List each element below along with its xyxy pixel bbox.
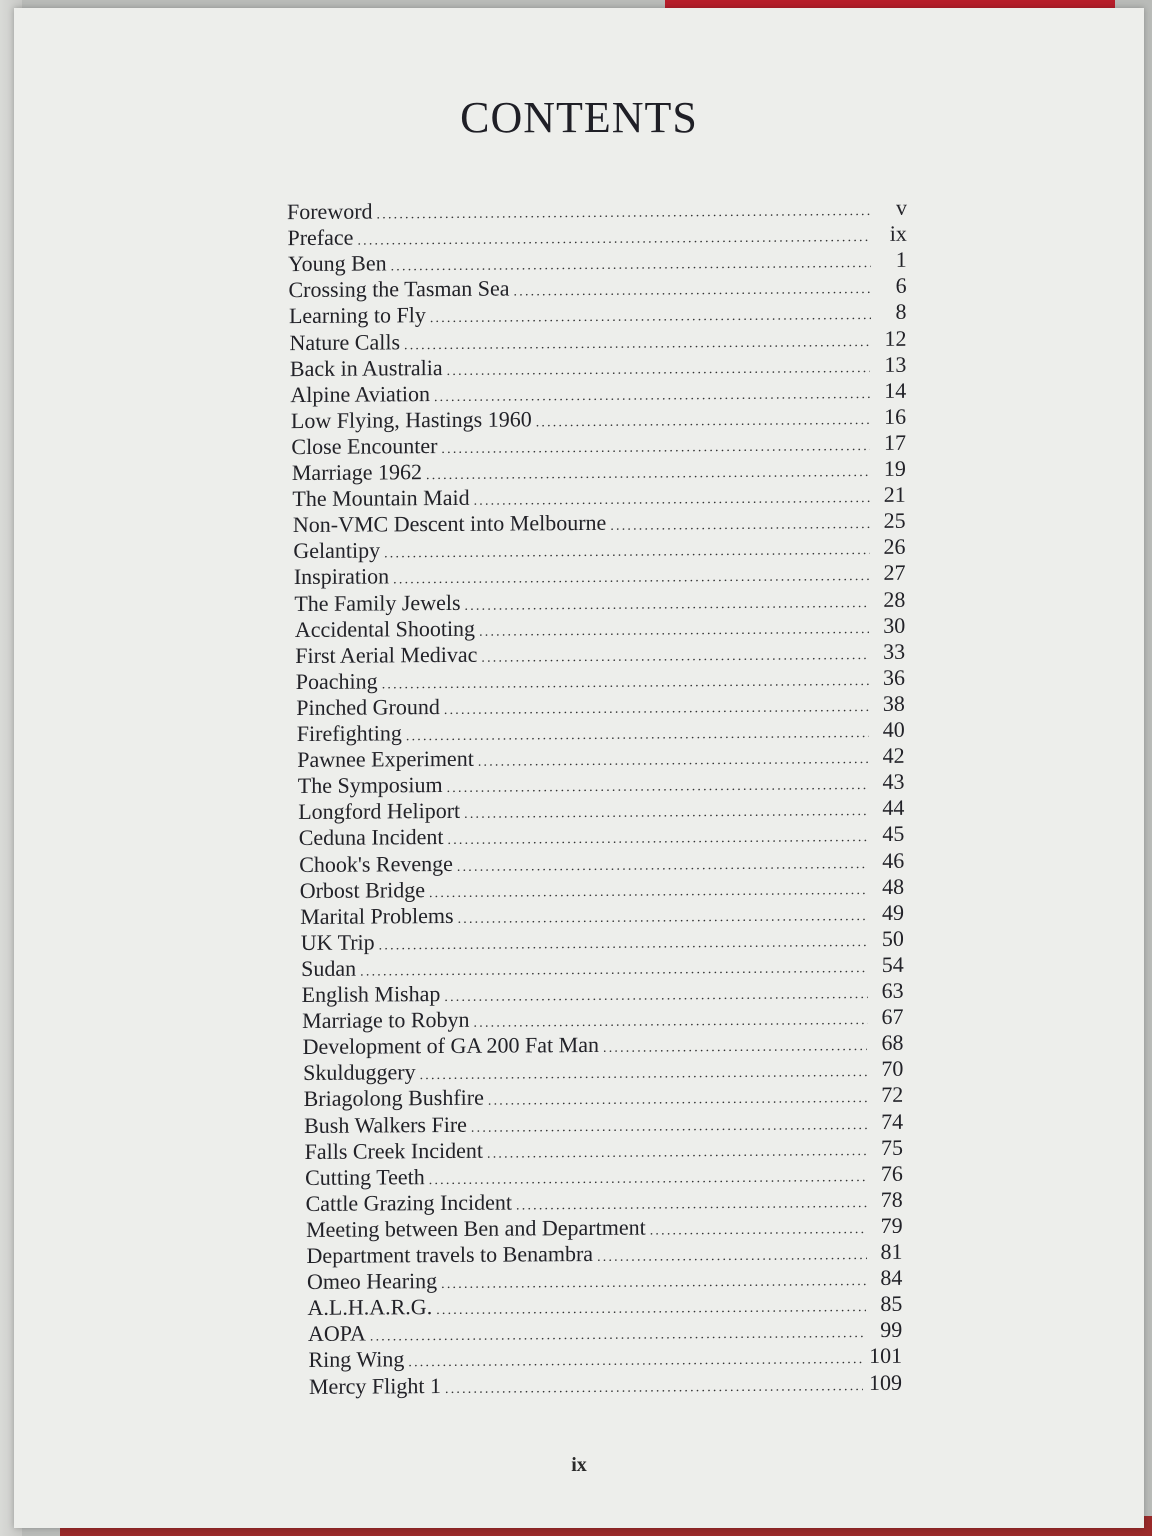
toc-entry-page: 26 [883, 534, 906, 560]
toc-entry-page: 63 [881, 977, 904, 1003]
toc-entry-title: The Symposium [297, 772, 443, 799]
toc-entry-title: Cattle Grazing Incident [305, 1189, 513, 1216]
toc-entry-page: 16 [884, 403, 907, 429]
toc-entry-page: 8 [895, 299, 907, 325]
toc-entry-page: 76 [880, 1160, 903, 1186]
toc-entry-title: Ring Wing [308, 1346, 405, 1373]
toc-entry-page: 44 [882, 795, 905, 821]
toc-entry-page: 49 [881, 899, 904, 925]
toc-entry-title: Non-VMC Descent into Melbourne [292, 510, 607, 538]
toc-entry-page: 28 [883, 586, 906, 612]
table-of-contents [14, 192, 1144, 1430]
toc-entry-title: Sudan [301, 955, 357, 981]
toc-entry-page: 85 [880, 1290, 903, 1317]
toc-entry-title: Marriage 1962 [291, 459, 422, 486]
toc-entry-title: Firefighting [296, 720, 402, 747]
toc-entry-page: 84 [880, 1264, 903, 1291]
toc-entry-page: 78 [880, 1186, 903, 1212]
toc-entry-page: 12 [884, 325, 907, 351]
toc-entry-page: 45 [882, 821, 905, 847]
toc-entry-title: Marriage to Robyn [302, 1006, 470, 1034]
toc-entry-page: 25 [883, 507, 906, 534]
toc-entry-title: Marital Problems [300, 902, 454, 929]
page-number: ix [571, 1454, 587, 1476]
toc-entry-title: Close Encounter [291, 432, 438, 459]
toc-entry-title: AOPA [308, 1320, 366, 1347]
toc-entry-title: Orbost Bridge [299, 876, 425, 903]
toc-entry-page: 40 [882, 716, 905, 742]
toc-entry-page: 17 [883, 429, 906, 455]
toc-entry-title: Falls Creek Incident [304, 1137, 483, 1164]
toc-entry-page: 13 [884, 351, 907, 377]
toc-entry-title: Chook's Revenge [299, 850, 453, 877]
toc-entry-title: Foreword [287, 198, 373, 225]
toc-entry-page: 36 [882, 664, 905, 690]
toc-entry-page: 109 [869, 1369, 902, 1395]
toc-entry-title: UK Trip [300, 929, 375, 955]
toc-entry-title: A.L.H.A.R.G. [307, 1294, 433, 1321]
toc-entry-title: Briagolong Bushfire [303, 1085, 484, 1112]
dot-leader [445, 1373, 863, 1404]
toc-entry-title: Mercy Flight 1 [309, 1372, 441, 1399]
book-page [14, 8, 1144, 1528]
toc-entry-title: Bush Walkers Fire [304, 1111, 467, 1138]
toc-entry-page: 21 [883, 481, 906, 508]
toc-entry-title: Skulduggery [303, 1059, 416, 1086]
toc-entry-page: 33 [883, 638, 906, 664]
toc-entry-page: 72 [881, 1082, 904, 1108]
toc-entry-title: Crossing the Tasman Sea [288, 275, 510, 303]
toc-entry-page: 74 [881, 1108, 904, 1134]
toc-entry-page: ix [889, 220, 907, 246]
toc-entry-title: English Mishap [301, 981, 441, 1007]
toc-entry-page: 99 [880, 1317, 903, 1343]
toc-entry-page: 1 [895, 246, 907, 273]
toc-entry-page: 50 [881, 925, 904, 951]
toc-entry-title: The Mountain Maid [292, 484, 470, 512]
toc-entry-page: 38 [882, 690, 905, 716]
toc-entry-page: 48 [882, 873, 905, 899]
toc-entry-title: Department travels to Benambra [306, 1240, 594, 1268]
toc-entry-title: First Aerial Medivac [295, 641, 478, 668]
toc-entry-page: 54 [881, 951, 904, 977]
toc-entry-page: 6 [895, 273, 907, 299]
toc-entry-page: 70 [881, 1056, 904, 1082]
toc-entry-page: 79 [880, 1212, 903, 1238]
toc-entry-page: 67 [881, 1003, 904, 1030]
toc-entry-page: v [896, 194, 907, 220]
toc-entry-title: Nature Calls [289, 328, 401, 355]
toc-entry-page: 68 [881, 1029, 904, 1056]
toc-entry-page: 30 [883, 612, 906, 638]
toc-entry-title: Accidental Shooting [294, 615, 476, 642]
toc-entry-page: 46 [882, 847, 905, 873]
toc-entry-page: 81 [880, 1238, 903, 1264]
toc-entry-page: 27 [883, 560, 906, 586]
toc-entry-title: The Family Jewels [294, 589, 461, 616]
toc-entry-page: 42 [882, 742, 905, 769]
toc-entry-page: 75 [880, 1134, 903, 1160]
toc-entry-title: Longford Heliport [298, 798, 461, 825]
toc-entry-title: Learning to Fly [288, 302, 426, 329]
toc-entry-title: Alpine Aviation [290, 380, 430, 407]
toc-entry-title: Meeting between Ben and Department [306, 1214, 646, 1242]
toc-entry-page: 19 [883, 455, 906, 481]
toc-entry-title: Preface [287, 224, 354, 251]
toc-entry-title: Ceduna Incident [298, 824, 444, 851]
toc-entry-title: Pinched Ground [296, 693, 440, 720]
toc-entry-page: 43 [882, 768, 905, 795]
toc-entry-title: Pawnee Experiment [297, 745, 474, 773]
toc-entry-title: Cutting Teeth [305, 1163, 425, 1190]
toc-entry-page: 101 [869, 1343, 903, 1369]
toc-entry-title: Young Ben [287, 250, 387, 277]
toc-entry-title: Gelantipy [293, 537, 381, 564]
toc-entry-title: Development of GA 200 Fat Man [302, 1032, 599, 1060]
toc-entry-title: Inspiration [293, 563, 390, 590]
toc-entry-title: Omeo Hearing [307, 1268, 438, 1295]
toc-entry-page: 14 [884, 377, 907, 403]
toc-entry-title: Low Flying, Hastings 1960 [290, 406, 532, 433]
toc-entry-title: Poaching [295, 668, 378, 694]
page-title: CONTENTS [460, 93, 698, 142]
toc-entry [309, 1368, 902, 1404]
toc-entry-title: Back in Australia [289, 354, 443, 381]
